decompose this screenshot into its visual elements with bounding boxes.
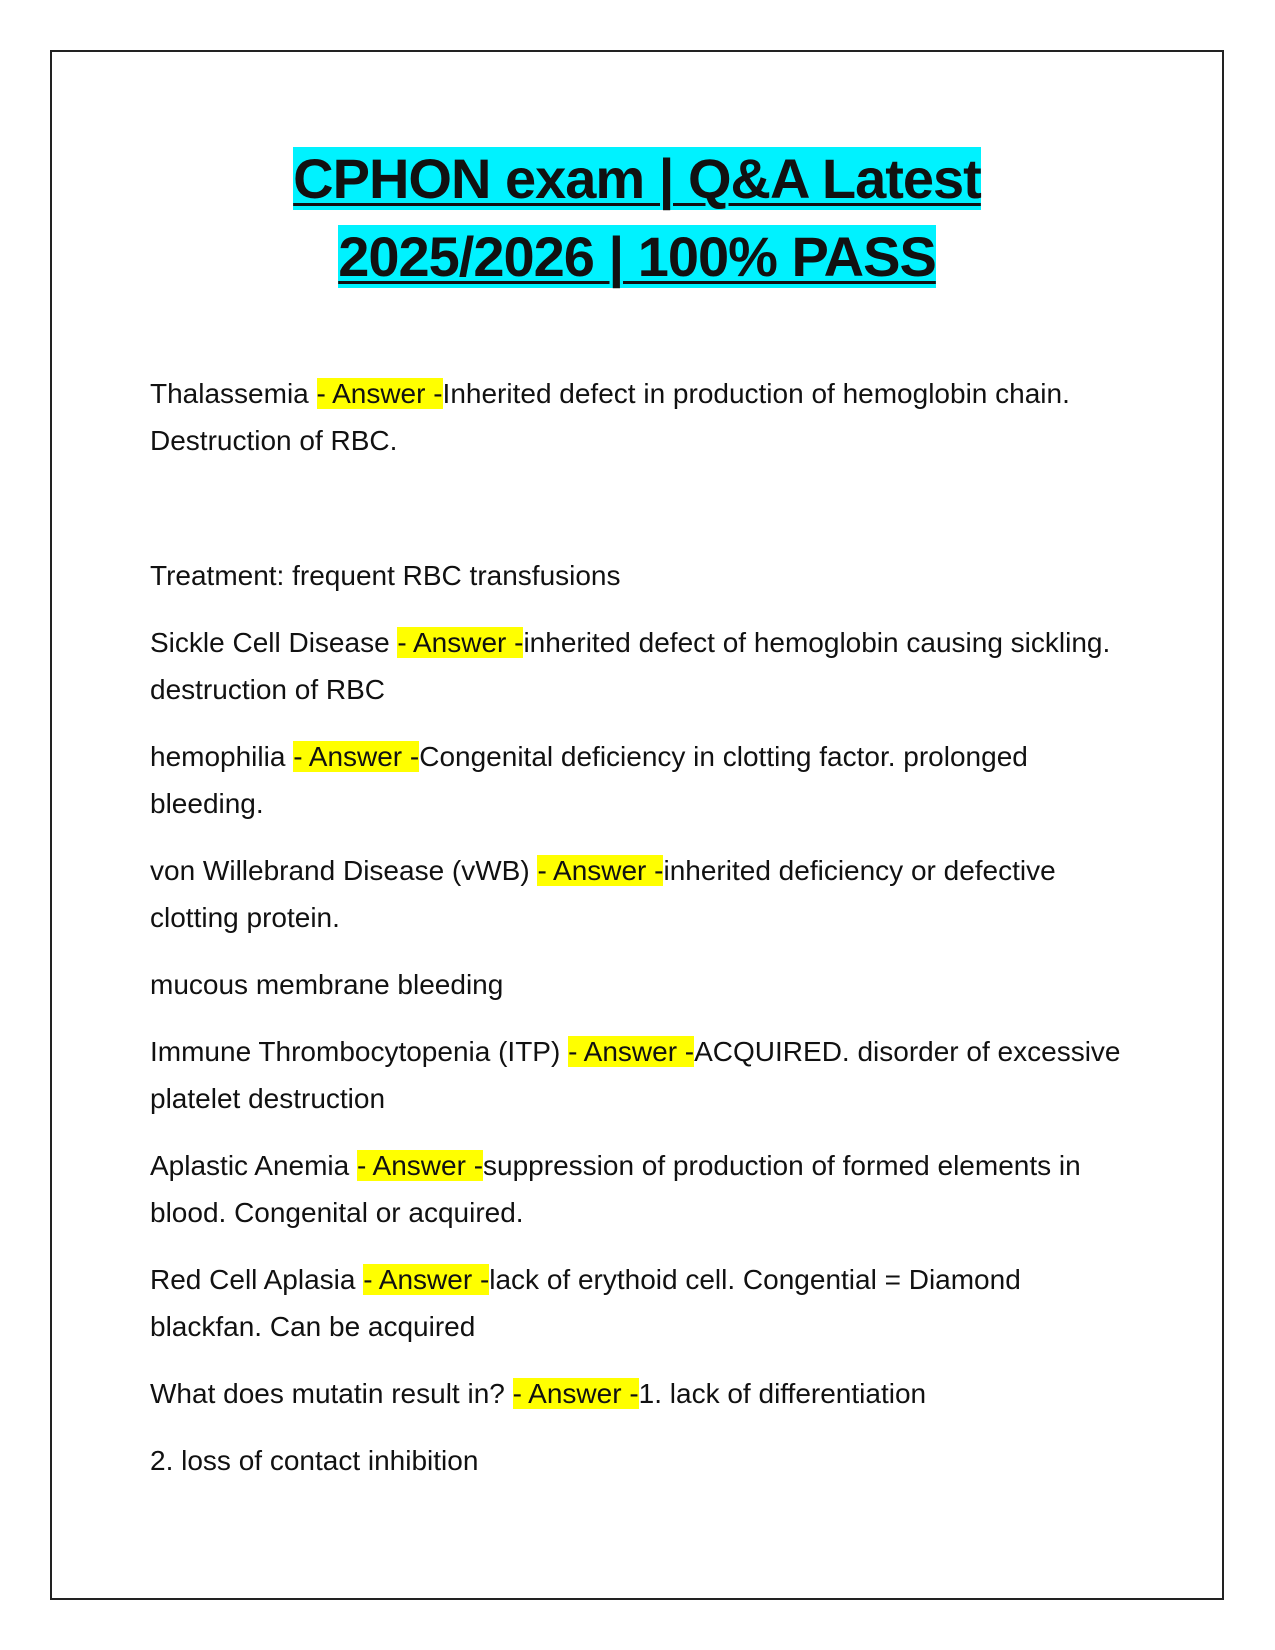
qa-entry-hemophilia (150, 733, 1130, 827)
question-text: von Willebrand Disease (vWB) (150, 855, 538, 886)
note-treatment (150, 552, 1130, 599)
question-text: Aplastic Anemia (150, 1150, 357, 1181)
answer-marker: - Answer - (363, 1264, 490, 1295)
qa-entry-thalassemia (150, 370, 1130, 464)
answer-marker: - Answer - (512, 1378, 639, 1409)
answer-marker: - Answer - (293, 741, 420, 772)
answer-text: Inherited defect in production of hemoglobin chain. Destruction of RBC. (150, 378, 1070, 456)
note-contact-inhibition (150, 1437, 1130, 1484)
answer-text: inherited deficiency or defective clotting protein. (150, 855, 1056, 933)
qa-entry-aplastic-anemia (150, 1142, 1130, 1236)
note-mucous-membrane (150, 961, 1130, 1008)
qa-entry-sickle-cell (150, 619, 1130, 713)
qa-entry-red-cell-aplasia (150, 1256, 1130, 1350)
question-text: Immune Thrombocytopenia (ITP) (150, 1036, 569, 1067)
note-text: 2. loss of contact inhibition (150, 1445, 479, 1476)
answer-marker: - Answer - (397, 627, 524, 658)
title-line-1: CPHON exam | Q&A Latest (293, 147, 981, 210)
question-text: Sickle Cell Disease (150, 627, 398, 658)
answer-text: inherited defect of hemoglobin causing sickling. destruction of RBC (150, 627, 1111, 705)
answer-marker: - Answer - (537, 855, 664, 886)
qa-entry-mutation (150, 1370, 1130, 1417)
qa-entry-itp (150, 1028, 1130, 1122)
page-title (50, 140, 1224, 296)
answer-marker: - Answer - (357, 1150, 484, 1181)
title-line-2: 2025/2026 | 100% PASS (338, 225, 936, 288)
answer-text: Congenital deficiency in clotting factor. prolonged bleeding. (150, 741, 1028, 819)
question-text: What does mutatin result in? (150, 1378, 513, 1409)
qa-entry-von-willebrand (150, 847, 1130, 941)
note-text: Treatment: frequent RBC transfusions (150, 560, 621, 591)
qa-content (150, 370, 1130, 1504)
answer-text: lack of erythoid cell. Congential = Diamond blackfan. Can be acquired (150, 1264, 1021, 1342)
question-text: Thalassemia (150, 378, 317, 409)
answer-text: ACQUIRED. disorder of excessive platelet destruction (150, 1036, 1121, 1114)
question-text: hemophilia (150, 741, 294, 772)
answer-marker: - Answer - (568, 1036, 695, 1067)
note-text: mucous membrane bleeding (150, 969, 504, 1000)
answer-text: suppression of production of formed elements in blood. Congenital or acquired. (150, 1150, 1081, 1228)
answer-marker: - Answer - (316, 378, 443, 409)
answer-text: 1. lack of differentiation (638, 1378, 927, 1409)
question-text: Red Cell Aplasia (150, 1264, 364, 1295)
